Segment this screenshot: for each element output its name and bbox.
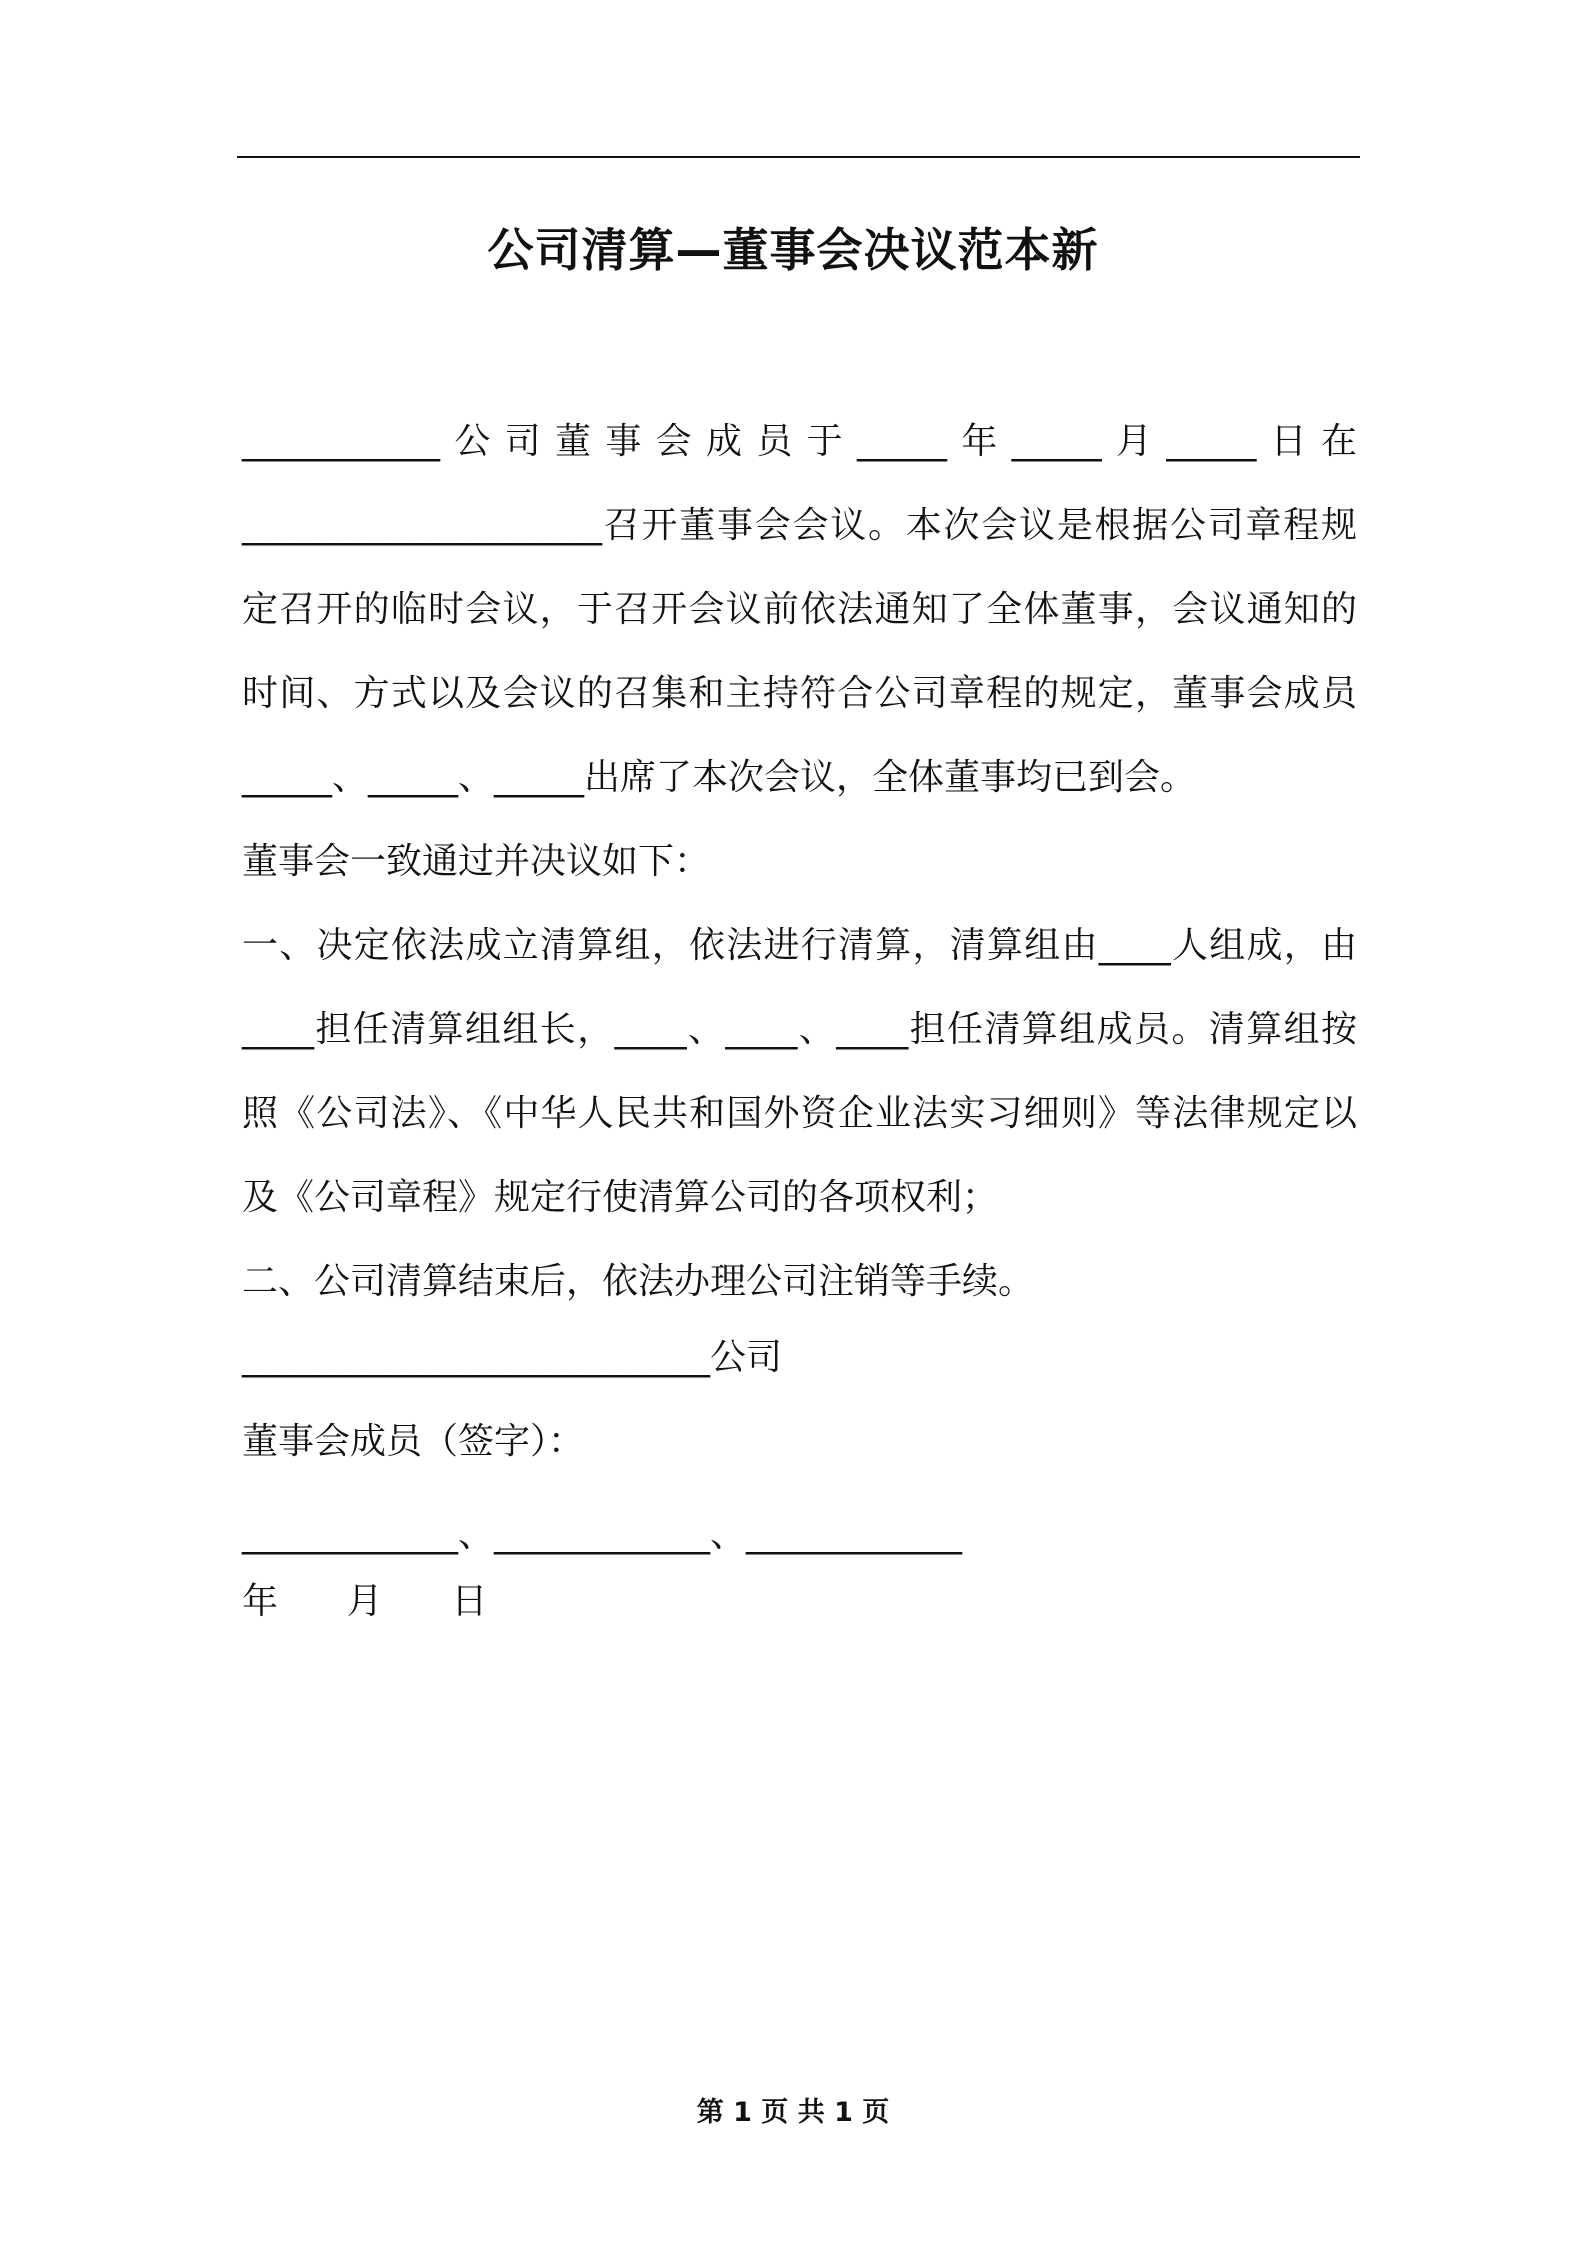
meeting-paragraph: ___________公司董事会成员于_____年_____月_____日在____________________召开董事会会议。本次会议是根据公司章程规定召开的临时会议，于召开会议前依法通知了全体董事，会议通知的时间、方式以及会议的召集和主持符合公司章程的规定，董事会成员_____、_____、_____出席了本次会议，全体董事均已到会。 — [242, 421, 1357, 798]
document-title: 公司清算—董事会决议范本新 — [487, 223, 1099, 277]
resolution-item-1: 一、决定依法成立清算组，依法进行清算，清算组由____人组成，由____担任清算组组长，____、____、____担任清算组成员。清算组按照《公司法》、《中华人民共和国外资企业法实习细则》等法律规定以及《公司章程》规定行使清算公司的各项权利； — [242, 925, 1357, 1218]
signature-label: 董事会成员（签字）： — [242, 1421, 585, 1462]
company-name-line: __________________________公司 — [242, 1337, 782, 1378]
resolution-item-2: 二、公司清算结束后，依法办理公司注销等手续。 — [242, 1261, 1035, 1302]
signature-blanks: ____________、____________、____________ — [242, 1514, 962, 1555]
page-number: 第 1 页 共 1 页 — [696, 2097, 890, 2128]
header-rule — [237, 156, 1360, 158]
document-body — [242, 400, 1357, 1324]
resolution-intro: 董事会一致通过并决议如下： — [242, 841, 711, 882]
date-line: 年 月 日 — [242, 1581, 488, 1622]
